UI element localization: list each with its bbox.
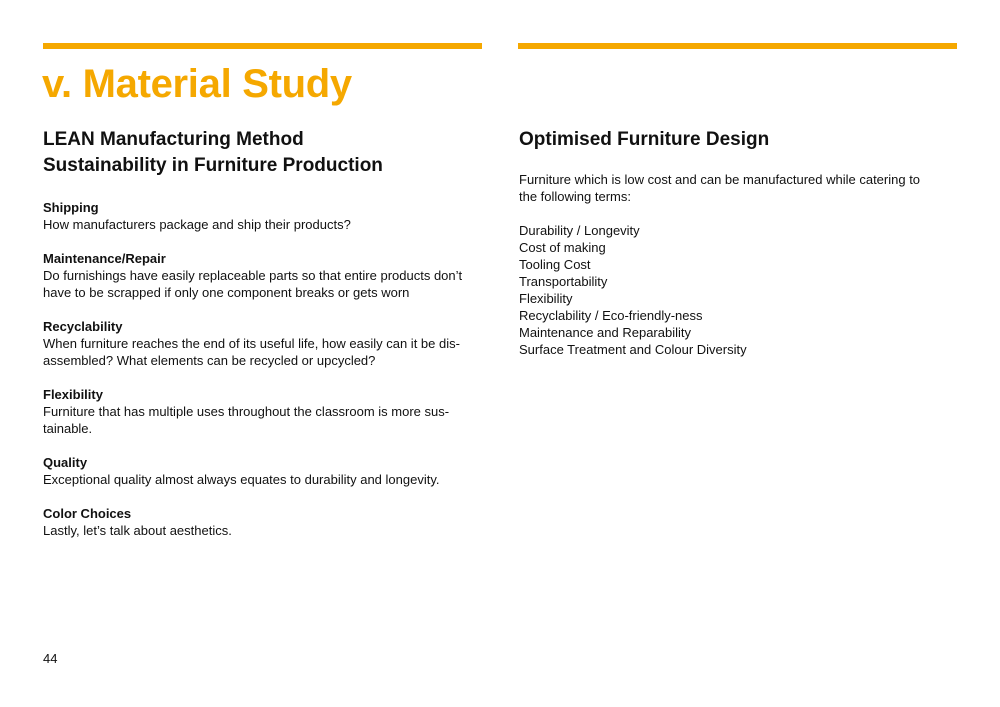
- section-recyclability: [43, 318, 488, 369]
- right-column: [519, 127, 939, 358]
- section-body: Furniture that has multiple uses throughout the classroom is more sus-tainable.: [43, 404, 450, 436]
- left-column-heading: [43, 127, 488, 179]
- section-maintenance-repair: [43, 250, 488, 301]
- section-title: Quality: [43, 455, 88, 470]
- page-title: v. Material Study: [42, 62, 352, 106]
- section-color-choices: [43, 505, 488, 539]
- left-accent-rule: [43, 43, 482, 49]
- section-flexibility: [43, 386, 488, 437]
- section-quality: [43, 454, 488, 488]
- section-body: Lastly, let’s talk about aesthetics.: [43, 523, 232, 538]
- section-body: Do furnishings have easily replaceable parts so that entire products don’t have to be scrapped if only one component breaks or gets worn: [43, 268, 463, 300]
- term-item: Maintenance and Reparability: [519, 325, 691, 340]
- section-title: Recyclability: [43, 319, 123, 334]
- term-item: Transportability: [519, 274, 608, 289]
- section-title: Flexibility: [43, 387, 103, 402]
- term-item: Recyclability / Eco-friendly-ness: [519, 308, 703, 323]
- section-body: How manufacturers package and ship their products?: [43, 217, 351, 232]
- section-body: Exceptional quality almost always equates to durability and longevity.: [43, 472, 440, 487]
- right-column-heading: Optimised Furniture Design: [519, 129, 770, 150]
- left-column: [43, 127, 488, 556]
- term-item: Tooling Cost: [519, 257, 591, 272]
- section-title: Shipping: [43, 200, 99, 215]
- terms-list: [519, 222, 939, 358]
- term-item: Durability / Longevity: [519, 223, 640, 238]
- term-item: Flexibility: [519, 291, 573, 306]
- right-accent-rule: [518, 43, 957, 49]
- term-item: Cost of making: [519, 240, 606, 255]
- section-body: When furniture reaches the end of its useful life, how easily can it be dis-assembled? What elements can be recycled or upcycled?: [43, 336, 460, 368]
- left-heading-line: Sustainability in Furniture Production: [43, 155, 383, 176]
- section-shipping: [43, 199, 488, 233]
- section-title: Maintenance/Repair: [43, 251, 166, 266]
- left-heading-line: LEAN Manufacturing Method: [43, 129, 304, 150]
- section-title: Color Choices: [43, 506, 132, 521]
- term-item: Surface Treatment and Colour Diversity: [519, 342, 747, 357]
- page-number: 44: [43, 651, 58, 666]
- intro-paragraph: Furniture which is low cost and can be manufactured while catering to the following terms:: [519, 172, 921, 204]
